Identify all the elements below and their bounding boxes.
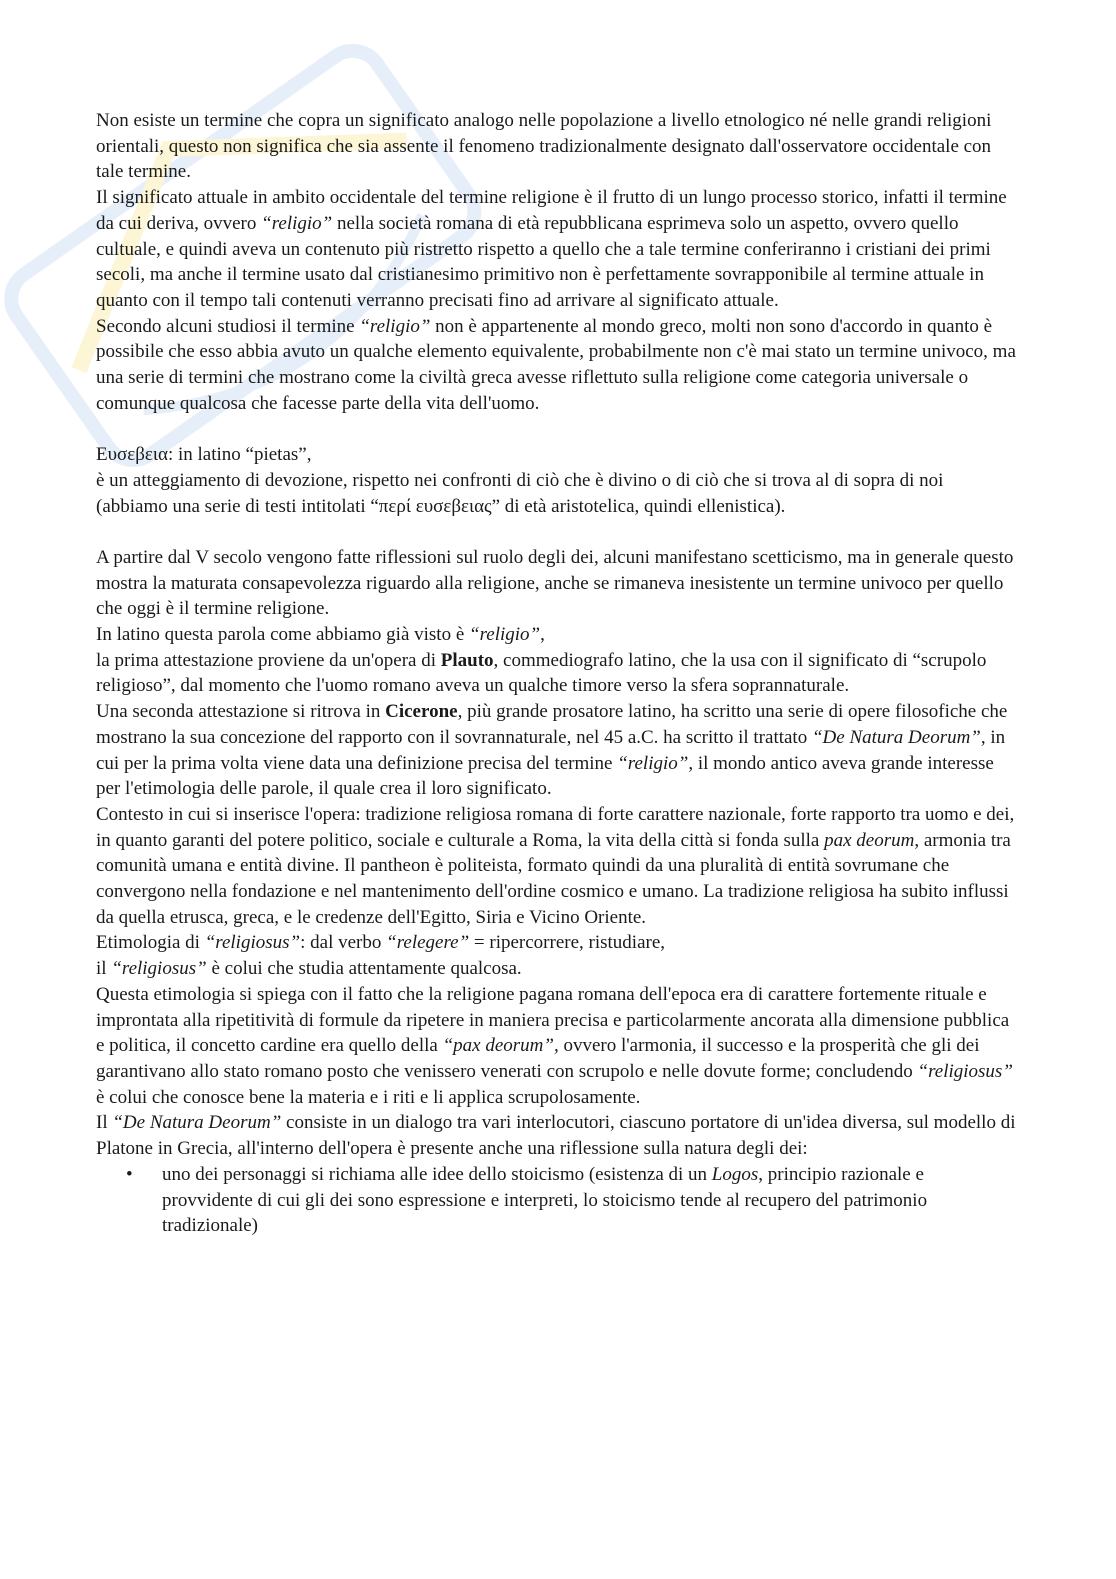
- paragraph-cicerone: Una seconda attestazione si ritrova in Cicerone, più grande prosatore latino, ha scritto una serie di opere filosofiche che mostrano la sua concezione del rapporto con il sovrannaturale, nel 45 a.C. ha scritto il trattato “De Natura Deorum”, in cui per la prima volta viene data una definizione precisa del termine “religio”, il mondo antico aveva grande interesse per l'etimologia delle parole, il quale crea il loro significato.: [96, 701, 1008, 800]
- paragraph-plauto: la prima attestazione proviene da un'opera di Plauto, commediografo latino, che la usa con il significato di “scrupolo religioso”, dal momento che l'uomo romano aveva un qualche timore verso la sfera soprannaturale.: [96, 649, 987, 697]
- paragraph-eusebeia-definition: è un atteggiamento di devozione, rispetto nei confronti di ciò che è divino o di ciò che si trova al di sopra di noi (abbiamo una serie di testi intitolati “περί ευσεβειας” di età aristotelica, quindi ellenistica).: [96, 469, 944, 517]
- paragraph-contesto: Contesto in cui si inserisce l'opera: tradizione religiosa romana di forte carattere nazionale, forte rapporto tra uomo e dei, in quanto garanti del potere politico, sociale e culturale a Roma, la vita della città si fonda sulla pax deorum, armonia tra comunità umana e entità divine. Il pantheon è politeista, formato quindi da una pluralità di entità sovrumane che convergono nella fondazione e nel mantenimento dell'ordine cosmico e umano. La tradizione religiosa ha subito influssi da quella etrusca, greca, e le credenze dell'Egitto, Siria e Vicino Oriente.: [96, 803, 1015, 928]
- paragraph-etimologia: Etimologia di “religiosus”: dal verbo “relegere” = ripercorrere, ristudiare,: [96, 932, 666, 954]
- paragraph-1: Non esiste un termine che copra un significato analogo nelle popolazione a livello etnologico né nelle grandi religioni orientali, questo non significa che sia assente il fenomeno tradizionalmente designato dall'osservatore occidentale con tale termine.: [96, 110, 992, 183]
- bullet-icon: •: [126, 1163, 133, 1185]
- bullet-list: [96, 1162, 1016, 1239]
- list-item: • uno dei personaggi si richiama alle idee dello stoicismo (esistenza di un Logos, principio razionale e provvidente di cui gli dei sono espressione e interpreti, lo stoicismo tende al recupero del patrimonio tradizionale): [126, 1163, 928, 1237]
- paragraph-7: In latino questa parola come abbiamo già visto è “religio”,: [96, 624, 545, 646]
- paragraph-3: Secondo alcuni studiosi il termine “religio” non è appartenente al mondo greco, molti non sono d'accordo in quanto è possibile che esso abbia avuto un qualche elemento equivalente, probabilmente non c'è mai stato un termine univoco, ma una serie di termini che mostrano come la civiltà greca avesse riflettuto sulla religione come categoria universale o comunque qualcosa che facesse parte della vita dell'uomo.: [96, 315, 1016, 414]
- paragraph-13: Questa etimologia si spiega con il fatto che la religione pagana romana dell'epoca era di carattere fortemente rituale e improntata alla ripetitività di formule da ripetere in maniera precisa e particolarmente ancorata alla dimensione pubblica e politica, il concetto cardine era quello della “pax deorum”, ovvero l'armonia, il successo e la prosperità che gli dei garantivano allo stato romano posto che venissero venerati con scrupolo e nelle dovute forme; concludendo “religiosus” è colui che conosce bene la materia e i riti e li applica scrupolosamente.: [96, 983, 1013, 1108]
- paragraph-religiosus: il “religiosus” è colui che studia attentamente qualcosa.: [96, 958, 522, 980]
- paragraph-14: Il “De Natura Deorum” consiste in un dialogo tra vari interlocutori, ciascuno portatore di un'idea diversa, sul modello di Platone in Grecia, all'interno dell'opera è presente anche una riflessione sulla natura degli dei:: [96, 1112, 1016, 1160]
- paragraph-6: A partire dal V secolo vengono fatte riflessioni sul ruolo degli dei, alcuni manifestano scetticismo, ma in generale questo mostra la maturata consapevolezza riguardo alla religione, anche se rimaneva inesistente un termine univoco per quello che oggi è il termine religione.: [96, 546, 1014, 620]
- document-body: [96, 108, 1016, 1239]
- paragraph-2: Il significato attuale in ambito occidentale del termine religione è il frutto di un lungo processo storico, infatti il termine da cui deriva, ovvero “religio” nella società romana di età repubblicana esprimeva solo un aspetto, ovvero quello cultuale, e quindi aveva un contenuto più ristretto rispetto a quello che a tale termine conferiranno i cristiani dei primi secoli, ma anche il termine usato dal cristianesimo primitivo non è perfettamente sovrapponibile al termine attuale in quanto con il tempo tali contenuti verranno precisati fino ad arrivare al significato attuale.: [96, 187, 1007, 311]
- paragraph-eusebeia-heading: Ευσεβεια: in latino “pietas”,: [96, 444, 312, 466]
